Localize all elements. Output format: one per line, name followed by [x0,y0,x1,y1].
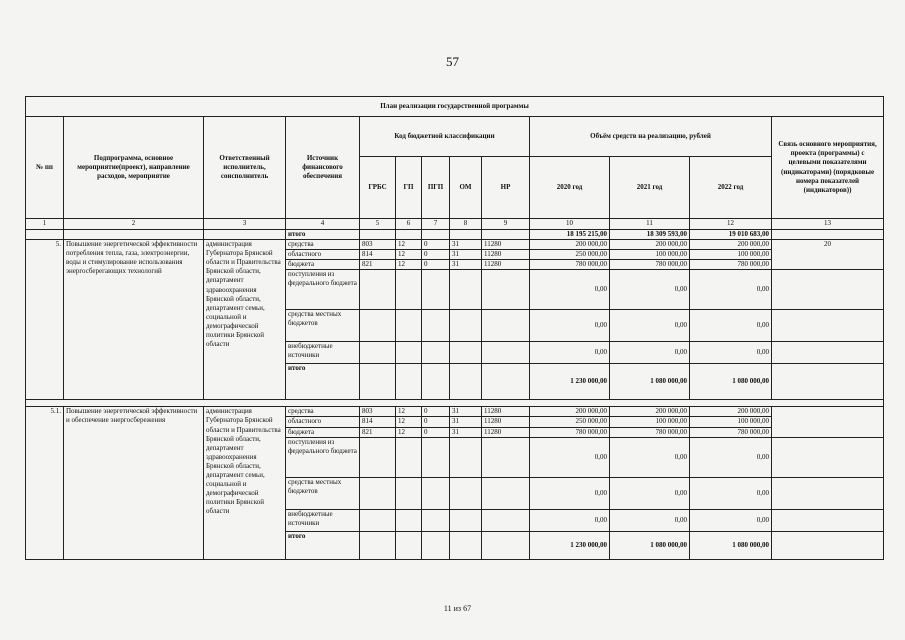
page-footer: 11 из 67 [443,604,472,613]
amount-y2021: 200 000,00 [610,407,690,417]
indicator-link: 20 [772,240,884,270]
amount-y2020: 200 000,00 [530,240,610,250]
header-2022: 2022 год [690,157,772,219]
amount-y2020: 0,00 [530,509,610,531]
amount-y2021: 100 000,00 [610,417,690,427]
code-pgp [422,509,450,531]
code-grbs: 814 [360,250,396,260]
code-pgp [422,310,450,342]
code-om: 31 [450,417,482,427]
code-om [450,364,482,400]
source-cell: средства [286,240,360,250]
amount-y2022: 0,00 [690,509,772,531]
amount-y2022: 780 000,00 [690,260,772,270]
amount-y2020: 200 000,00 [530,407,610,417]
column-number: 8 [450,219,482,230]
code-om [450,270,482,310]
source-cell: областного [286,417,360,427]
amount-y2022: 0,00 [690,310,772,342]
amount-y2022: 200 000,00 [690,240,772,250]
amount-y2022: 200 000,00 [690,407,772,417]
code-np: 11280 [482,250,530,260]
source-cell: внебюджетные источники [286,509,360,531]
amount-y2020: 250 000,00 [530,417,610,427]
code-np: 11280 [482,407,530,417]
header-pgp: ПГП [422,157,450,219]
column-number: 3 [204,219,286,230]
code-pgp: 0 [422,427,450,437]
code-gp: 12 [396,260,422,270]
total-y2021: 1 080 000,00 [610,531,690,559]
indicator-link-empty [772,531,884,559]
code-np [482,477,530,509]
section-name: Повышение энергетической эффективности потребления тепла, газа, электроэнергии, воды и стимулирование использования энергосберегающих технологий [64,240,204,400]
column-number: 1 [26,219,64,230]
amount-y2022: 780 000,00 [690,427,772,437]
amount-y2022: 0,00 [690,437,772,477]
code-pgp [422,270,450,310]
column-number: 11 [610,219,690,230]
header-2021: 2021 год [610,157,690,219]
total-label: итого [286,364,360,400]
code-np [482,364,530,400]
amount-y2020: 0,00 [530,310,610,342]
code-om: 31 [450,427,482,437]
source-cell: поступления из федерального бюджета [286,437,360,477]
code-pgp [422,342,450,364]
column-number: 5 [360,219,396,230]
column-number: 2 [64,219,204,230]
source-cell: областного [286,250,360,260]
code-np [482,531,530,559]
code-np: 11280 [482,260,530,270]
amount-y2021: 0,00 [610,509,690,531]
section-number: 5. [26,240,64,400]
code-np [482,310,530,342]
code-om: 31 [450,250,482,260]
code-gp: 12 [396,417,422,427]
header-link: Связь основного мероприятия, проекта (программы) с целевыми показателями (индикаторами) (порядковые номера показателей (индикаторов)) [772,117,884,219]
total-y2021: 1 080 000,00 [610,364,690,400]
source-cell: поступления из федерального бюджета [286,270,360,310]
code-np [482,509,530,531]
section-spacer [26,400,884,407]
code-gp: 12 [396,427,422,437]
code-grbs [360,270,396,310]
spacer-cell [26,400,884,407]
header-2020: 2020 год [530,157,610,219]
code-gp [396,270,422,310]
total-label: итого [286,531,360,559]
total-y2022: 1 080 000,00 [690,364,772,400]
amount-y2021: 0,00 [610,437,690,477]
code-pgp: 0 [422,407,450,417]
amount-y2022: 0,00 [690,342,772,364]
source-cell: средства местных бюджетов [286,477,360,509]
code-pgp [422,477,450,509]
code-grbs [360,477,396,509]
code-grbs [360,364,396,400]
code-grbs: 821 [360,260,396,270]
header-grbs: ГРБС [360,157,396,219]
code-om [450,531,482,559]
column-number: 6 [396,219,422,230]
indicator-link [772,407,884,437]
indicator-link-empty [772,310,884,342]
header-source: Источник финансового обеспечения [286,117,360,219]
section-name: Повышение энергетической эффективности и обеспечение энергосбережения [64,407,204,559]
source-cell: бюджета [286,260,360,270]
amount-y2021: 0,00 [610,270,690,310]
code-om: 31 [450,407,482,417]
code-np [482,270,530,310]
amount-y2021: 0,00 [610,342,690,364]
amount-y2020: 780 000,00 [530,260,610,270]
code-gp [396,342,422,364]
column-number: 9 [482,219,530,230]
amount-y2021: 780 000,00 [610,427,690,437]
header-num: № пп [26,117,64,219]
code-gp [396,477,422,509]
code-grbs [360,310,396,342]
column-number: 13 [772,219,884,230]
code-om [450,437,482,477]
total-y2020: 1 230 000,00 [530,531,610,559]
code-gp [396,310,422,342]
code-om [450,509,482,531]
source-cell: бюджета [286,427,360,437]
grand-total-label: итого [286,230,360,240]
grand-total-2022: 19 010 683,00 [690,230,772,240]
amount-y2021: 100 000,00 [610,250,690,260]
grand-total-2021: 18 309 593,00 [610,230,690,240]
program-plan-table [25,96,884,560]
code-pgp: 0 [422,260,450,270]
code-np: 11280 [482,427,530,437]
budget-row [26,407,884,417]
header-funds: Объём средств на реализацию, рублей [530,117,772,157]
column-number: 10 [530,219,610,230]
source-cell: средства местных бюджетов [286,310,360,342]
indicator-link-empty [772,477,884,509]
code-om: 31 [450,240,482,250]
table-title: План реализации государственной программы [26,97,884,117]
header-executor: Ответственный исполнитель, соисполнитель [204,117,286,219]
grand-total-row [26,230,884,240]
code-gp [396,364,422,400]
code-om [450,342,482,364]
header-subprogram: Подпрограмма, основное мероприятие(проект), направление расходов, мероприятие [64,117,204,219]
amount-y2021: 780 000,00 [610,260,690,270]
code-grbs [360,437,396,477]
amount-y2022: 0,00 [690,477,772,509]
code-gp: 12 [396,250,422,260]
code-grbs [360,531,396,559]
code-pgp [422,364,450,400]
header-gp: ГП [396,157,422,219]
indicator-link-empty [772,342,884,364]
amount-y2022: 0,00 [690,270,772,310]
code-grbs: 803 [360,407,396,417]
code-pgp [422,531,450,559]
code-grbs [360,509,396,531]
column-number: 12 [690,219,772,230]
code-np [482,437,530,477]
code-om: 31 [450,260,482,270]
section-executor: администрация Губернатора Брянской области и Правительства Брянской области, департамент здравоохранения Брянской области, департамент семьи, социальной и демографической политики Брянской области [204,240,286,400]
amount-y2020: 0,00 [530,477,610,509]
code-pgp: 0 [422,250,450,260]
indicator-link-empty [772,509,884,531]
amount-y2022: 100 000,00 [690,417,772,427]
amount-y2021: 0,00 [610,310,690,342]
indicator-link-empty [772,437,884,477]
code-gp: 12 [396,407,422,417]
amount-y2021: 200 000,00 [610,240,690,250]
header-budget-code: Код бюджетной классификации [360,117,530,157]
code-np: 11280 [482,417,530,427]
page-number: 57 [446,54,459,69]
budget-row [26,240,884,250]
code-grbs: 814 [360,417,396,427]
amount-y2020: 0,00 [530,342,610,364]
source-cell: внебюджетные источники [286,342,360,364]
amount-y2020: 250 000,00 [530,250,610,260]
header-om: ОМ [450,157,482,219]
code-gp: 12 [396,240,422,250]
total-y2022: 1 080 000,00 [690,531,772,559]
header-np: НР [482,157,530,219]
section-number: 5.1. [26,407,64,559]
code-grbs: 821 [360,427,396,437]
code-pgp [422,437,450,477]
amount-y2022: 100 000,00 [690,250,772,260]
column-number: 7 [422,219,450,230]
code-om [450,477,482,509]
code-pgp: 0 [422,417,450,427]
section-executor: администрация Губернатора Брянской области и Правительства Брянской области, департамент здравоохранения Брянской области, департамент семьи, социальной и демографической политики Брянской области [204,407,286,559]
code-gp [396,531,422,559]
indicator-link-empty [772,270,884,310]
source-cell: средства [286,407,360,417]
amount-y2020: 780 000,00 [530,427,610,437]
code-gp [396,437,422,477]
code-pgp: 0 [422,240,450,250]
column-numbers-row [26,219,884,230]
grand-total-2020: 18 195 215,00 [530,230,610,240]
amount-y2021: 0,00 [610,477,690,509]
code-np: 11280 [482,240,530,250]
code-grbs [360,342,396,364]
code-gp [396,509,422,531]
code-om [450,310,482,342]
code-grbs: 803 [360,240,396,250]
column-number: 4 [286,219,360,230]
total-y2020: 1 230 000,00 [530,364,610,400]
amount-y2020: 0,00 [530,270,610,310]
indicator-link-empty [772,364,884,400]
amount-y2020: 0,00 [530,437,610,477]
code-np [482,342,530,364]
